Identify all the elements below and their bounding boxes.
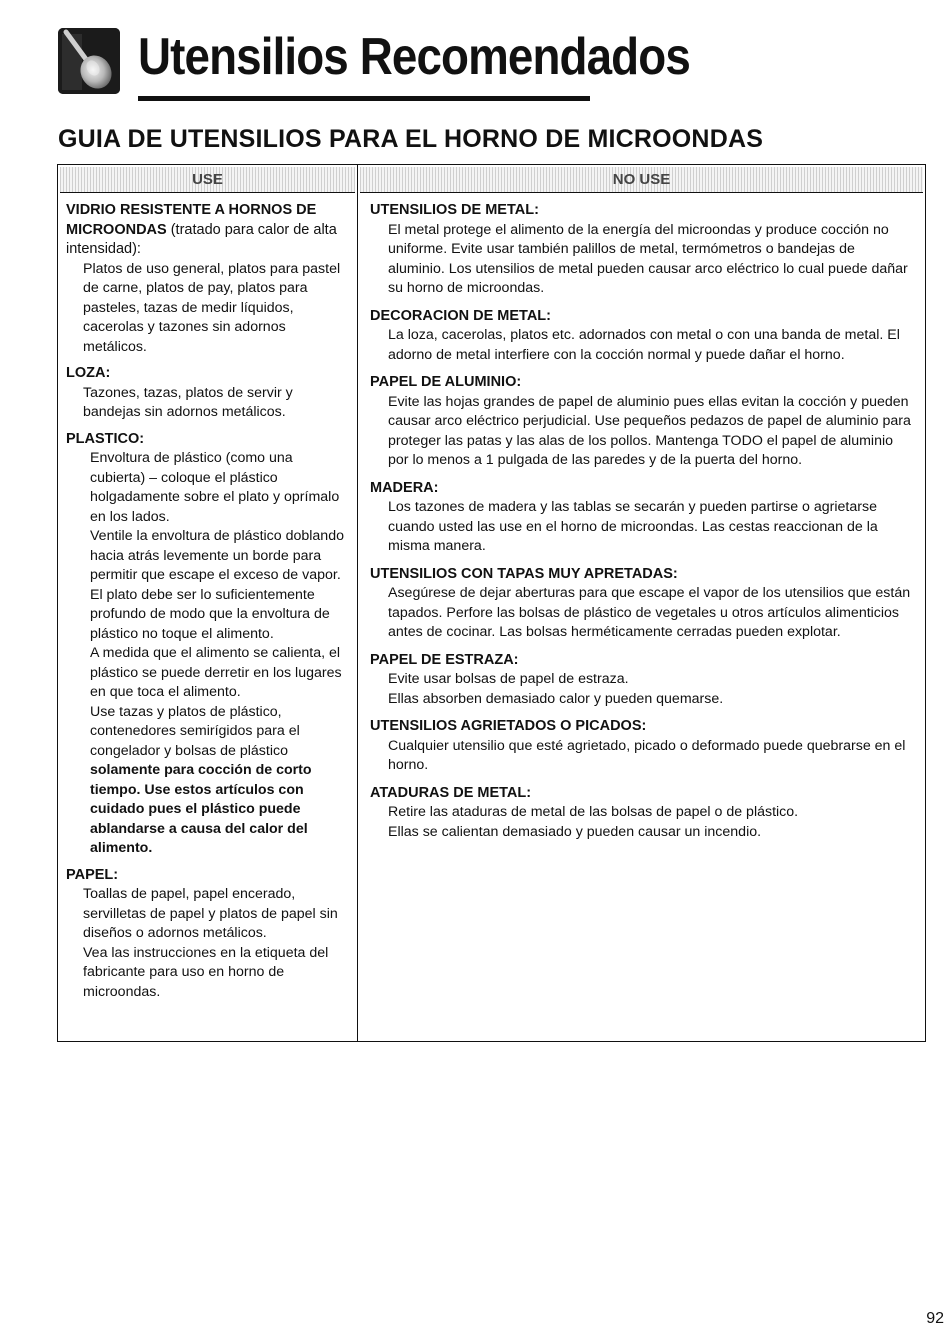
title-underline [138, 96, 590, 101]
entry-warning-text: solamente para cocción de corto tiempo. Use estos artículos con cuidado pues el plástico puede ablandarse a causa del calor del alimento. [90, 762, 312, 856]
section-heading: GUIA DE UTENSILIOS PARA EL HORNO DE MICROONDAS [58, 125, 764, 153]
entry-title: MADERA: [370, 479, 439, 496]
nouse-entry-wood [370, 479, 915, 557]
use-entry-paper [66, 866, 349, 1003]
entry-title: PAPEL DE ALUMINIO: [370, 374, 522, 390]
entry-title: ATADURAS DE METAL: [370, 784, 532, 801]
utensil-guide-table [57, 164, 926, 1042]
use-entry-stoneware [66, 364, 349, 423]
entry-text: Use tazas y platos de plástico, contenedores semirígidos para el congelador y bolsas de plástico [90, 703, 300, 759]
nouse-entry-metal-decoration [370, 307, 915, 366]
entry-text: Los tazones de madera y las tablas se secarán y pueden partirse o agrietarse cuando usted las use en el horno de microondas. Las cestas reaccionan de la misma manera. [388, 499, 878, 554]
entry-text: Ventile la envoltura de plástico doblando hacia atrás levemente un borde para permitir que escape el exceso de vapor. El plato debe ser lo suficientemente profundo de modo que la envoltura de plástico no toque el alimento. [90, 528, 344, 642]
entry-note: (tratado para calor de alta intensidad): [66, 221, 337, 257]
entry-text: Retire las ataduras de metal de las bolsas de papel o de plástico. [388, 804, 799, 820]
use-column [58, 165, 358, 1041]
no-use-column-header: NO USE [360, 167, 923, 193]
entry-text: Evite usar bolsas de papel de estraza. [388, 671, 629, 687]
entry-title: DECORACION DE METAL: [370, 307, 551, 324]
entry-title: UTENSILIOS CON TAPAS MUY APRETADAS: [370, 565, 678, 582]
entry-text: A medida que el alimento se calienta, el plástico se puede derretir en los lugares en que toca el alimento. [90, 645, 342, 700]
use-entry-plastic [66, 430, 349, 859]
nouse-entry-brown-paper [370, 651, 915, 710]
page-number: 92 [926, 1310, 944, 1327]
entry-text: La loza, cacerolas, platos etc. adornados con metal o con una banda de metal. El adorno de metal interfiere con la cocción normal y puede dañar el horno. [388, 327, 900, 363]
entry-text: Vea las instrucciones en la etiqueta del fabricante para uso en horno de microondas. [83, 944, 329, 1000]
entry-text: Evite las hojas grandes de papel de aluminio pues ellas evitan la cocción y pueden causar arco eléctrico perjudicial. Use pequeños pedazos de papel de aluminio para proteger las patas y las alas de los pollos. Mantenga TODO el papel de aluminio por lo menos a 1 pulgada de las paredes y de la puerta del horno. [388, 393, 911, 468]
nouse-entry-aluminum-foil [370, 373, 915, 471]
no-use-column [358, 165, 925, 1041]
nouse-entry-metal-utensils [370, 201, 915, 299]
entry-title: PAPEL: [66, 866, 119, 883]
entry-text: Ellas absorben demasiado calor y pueden quemarse. [388, 690, 724, 707]
page-title: Utensilios Recomendados [138, 28, 690, 86]
wooden-spoon-icon [58, 28, 120, 94]
nouse-entry-tight-lids [370, 565, 915, 643]
entry-title: UTENSILIOS AGRIETADOS O PICADOS: [370, 718, 647, 734]
use-entry-microwave-glass [66, 201, 349, 357]
entry-title: VIDRIO RESISTENTE A HORNOS DE MICROONDAS [66, 202, 317, 238]
entry-title: UTENSILIOS DE METAL: [370, 202, 539, 218]
entry-text: Envoltura de plástico (como una cubierta) – coloque el plástico holgadamente sobre el plato y oprímalo en los lados. [90, 450, 340, 525]
entry-text: Asegúrese de dejar aberturas para que escape el vapor de los utensilios que están tapados. Perfore las bolsas de plástico de vegetales u otros artículos alimenticios antes de cocinar. Las bolsas herméticamente cerradas pueden explotar. [388, 585, 911, 640]
entry-title: LOZA: [66, 365, 111, 381]
nouse-entry-metal-ties [370, 784, 915, 843]
entry-text: Toallas de papel, papel encerado, servilletas de papel y platos de papel sin diseños o adornos metálicos. [83, 886, 338, 941]
nouse-entry-cracked-utensils [370, 717, 915, 776]
entry-text: El metal protege el alimento de la energía del microondas y produce cocción no uniforme. Evite usar también palillos de metal, termómetros o bandejas de aluminio. Los utensilios de metal pueden causar arco eléctrico lo cual puede dañar su horno de microondas. [388, 221, 908, 296]
entry-text: Ellas se calientan demasiado y pueden causar un incendio. [388, 823, 762, 840]
entry-text: Platos de uso general, platos para pastel de carne, platos de pay, platos para pasteles, tazas de medir líquidos, cacerolas y tazones sin adornos metálicos. [83, 260, 341, 355]
entry-text: Cualquier utensilio que esté agrietado, picado o deformado puede quebrarse en el horno. [388, 737, 906, 773]
entry-title: PLASTICO: [66, 430, 145, 447]
entry-text: Tazones, tazas, platos de servir y bandejas sin adornos metálicos. [83, 384, 293, 420]
use-column-header: USE [60, 167, 355, 193]
entry-title: PAPEL DE ESTRAZA: [370, 651, 519, 668]
